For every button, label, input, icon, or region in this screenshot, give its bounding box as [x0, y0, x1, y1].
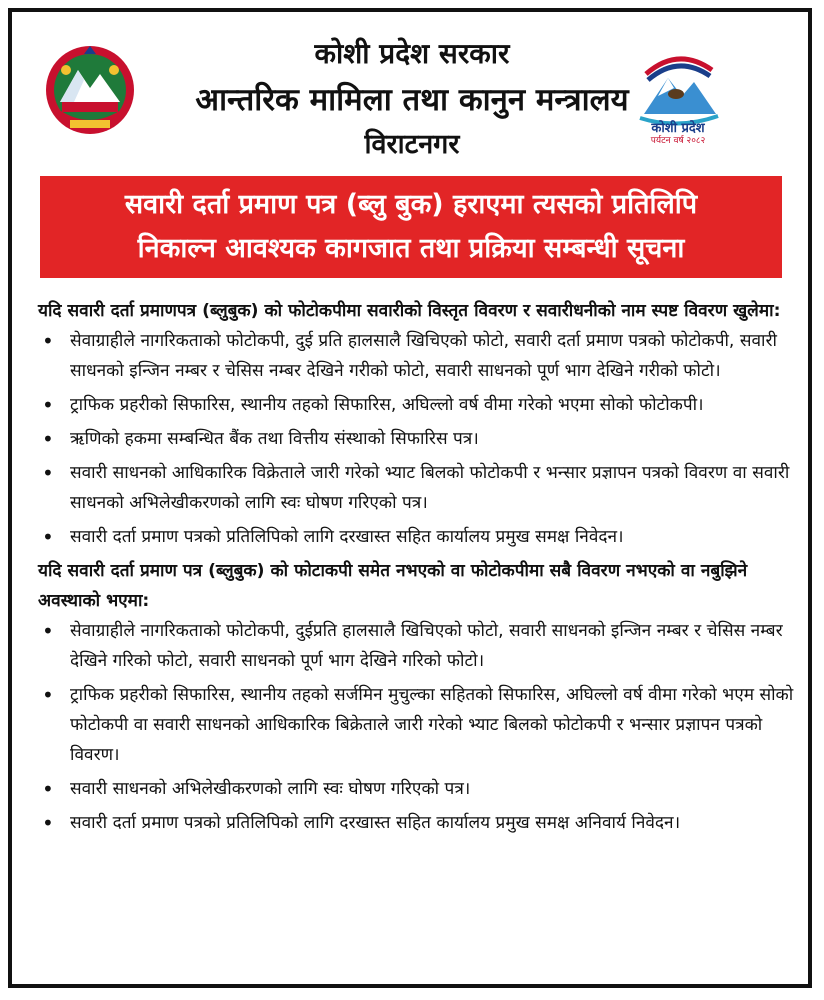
list-item: • ट्राफिक प्रहरीको सिफारिस, स्थानीय तहको सर्जमिन मुचुल्का सहितको सिफारिस, अघिल्लो वर्ष वीमा गरेको भएम सोको फोटोकपी वा सवारी साधनको आधिकारिक बिक्रेताले जारी गरेको भ्याट बिलको फोटोकपी र भन्सार प्रज्ञापन पत्रको विवरण।: [38, 680, 794, 770]
list-item: • सवारी दर्ता प्रमाण पत्रको प्रतिलिपिको लागि दरखास्त सहित कार्यालय प्रमुख समक्ष निवेदन।: [38, 522, 794, 552]
header: [0, 20, 824, 170]
ministry-title: आन्तरिक मामिला तथा कानुन मन्त्रालय: [195, 82, 629, 118]
list-item: • ऋणिको हकमा सम्बन्धित बैंक तथा वित्तीय संस्थाको सिफारिस पत्र।: [38, 424, 794, 454]
section-2-list: [38, 616, 794, 838]
list-item: • सवारी साधनको आधिकारिक विक्रेताले जारी गरेको भ्याट बिलको फोटोकपी र भन्सार प्रज्ञापन पत्रको विवरण वा सवारी साधनको अभिलेखीकरणको लागि स्वः घोषण गरिएको पत्र।: [38, 458, 794, 518]
right-logo-title: कोशी प्रदेश: [651, 121, 705, 136]
koshi-pradesh-tourism-logo-icon: [628, 44, 728, 144]
banner-line-2: निकाल्न आवश्यक कागजात तथा प्रक्रिया सम्बन्धी सूचना: [137, 233, 685, 264]
bullet-icon: •: [42, 393, 54, 417]
city-title: विराटनगर: [364, 129, 460, 160]
right-logo-subtitle: पर्यटन वर्ष २०८२: [650, 136, 706, 144]
notice-banner: [40, 176, 782, 278]
notice-content: [38, 296, 794, 842]
list-item: • सेवाग्राहीले नागरिकताको फोटोकपी, दुई प्रति हालसालै खिचिएको फोटो, सवारी दर्ता प्रमाण पत्रको फोटोकपी, सवारी साधनको इन्जिन नम्बर र चेसिस नम्बर देखिने गरीको फोटो, सवारी साधनको पूर्ण भाग देखिने गरीको फोटो।: [38, 326, 794, 386]
list-item: • सवारी दर्ता प्रमाण पत्रको प्रतिलिपिको लागि दरखास्त सहित कार्यालय प्रमुख समक्ष अनिवार्य निवेदन।: [38, 808, 794, 838]
bullet-icon: •: [42, 811, 54, 835]
list-item: • सवारी साधनको अभिलेखीकरणको लागि स्वः घोषण गरिएको पत्र।: [38, 774, 794, 804]
government-title: कोशी प्रदेश सरकार: [314, 37, 510, 70]
bullet-icon: •: [42, 427, 54, 451]
bullet-icon: •: [42, 777, 54, 801]
section-1-heading: यदि सवारी दर्ता प्रमाणपत्र (ब्लुबुक) को फोटोकपीमा सवारीको विस्तृत विवरण र सवारीधनीको नाम स्पष्ट विवरण खुलेमा:: [38, 301, 781, 321]
section-2-heading: यदि सवारी दर्ता प्रमाण पत्र (ब्लुबुक) को फोटाकपी समेत नभएको वा फोटोकपीमा सबै विवरण नभएको वा नबुझिने अवस्थाको भएमा:: [38, 561, 748, 611]
bullet-icon: •: [42, 683, 54, 707]
list-item: • सेवाग्राहीले नागरिकताको फोटोकपी, दुईप्रति हालसालै खिचिएको फोटो, सवारी साधनको इन्जिन नम्बर र चेसिस नम्बर देखिने गरिको फोटो, सवारी साधनको पूर्ण भाग देखिने गरिको फोटो।: [38, 616, 794, 676]
bullet-icon: •: [42, 619, 54, 643]
bullet-icon: •: [42, 461, 54, 485]
bullet-icon: •: [42, 329, 54, 353]
bullet-icon: •: [42, 525, 54, 549]
section-1-list: [38, 326, 794, 552]
list-item: • ट्राफिक प्रहरीको सिफारिस, स्थानीय तहको सिफारिस, अघिल्लो वर्ष वीमा गरेको भएमा सोको फोटोकपी।: [38, 390, 794, 420]
banner-line-1: सवारी दर्ता प्रमाण पत्र (ब्लु बुक) हराएमा त्यसको प्रतिलिपि: [124, 189, 698, 220]
